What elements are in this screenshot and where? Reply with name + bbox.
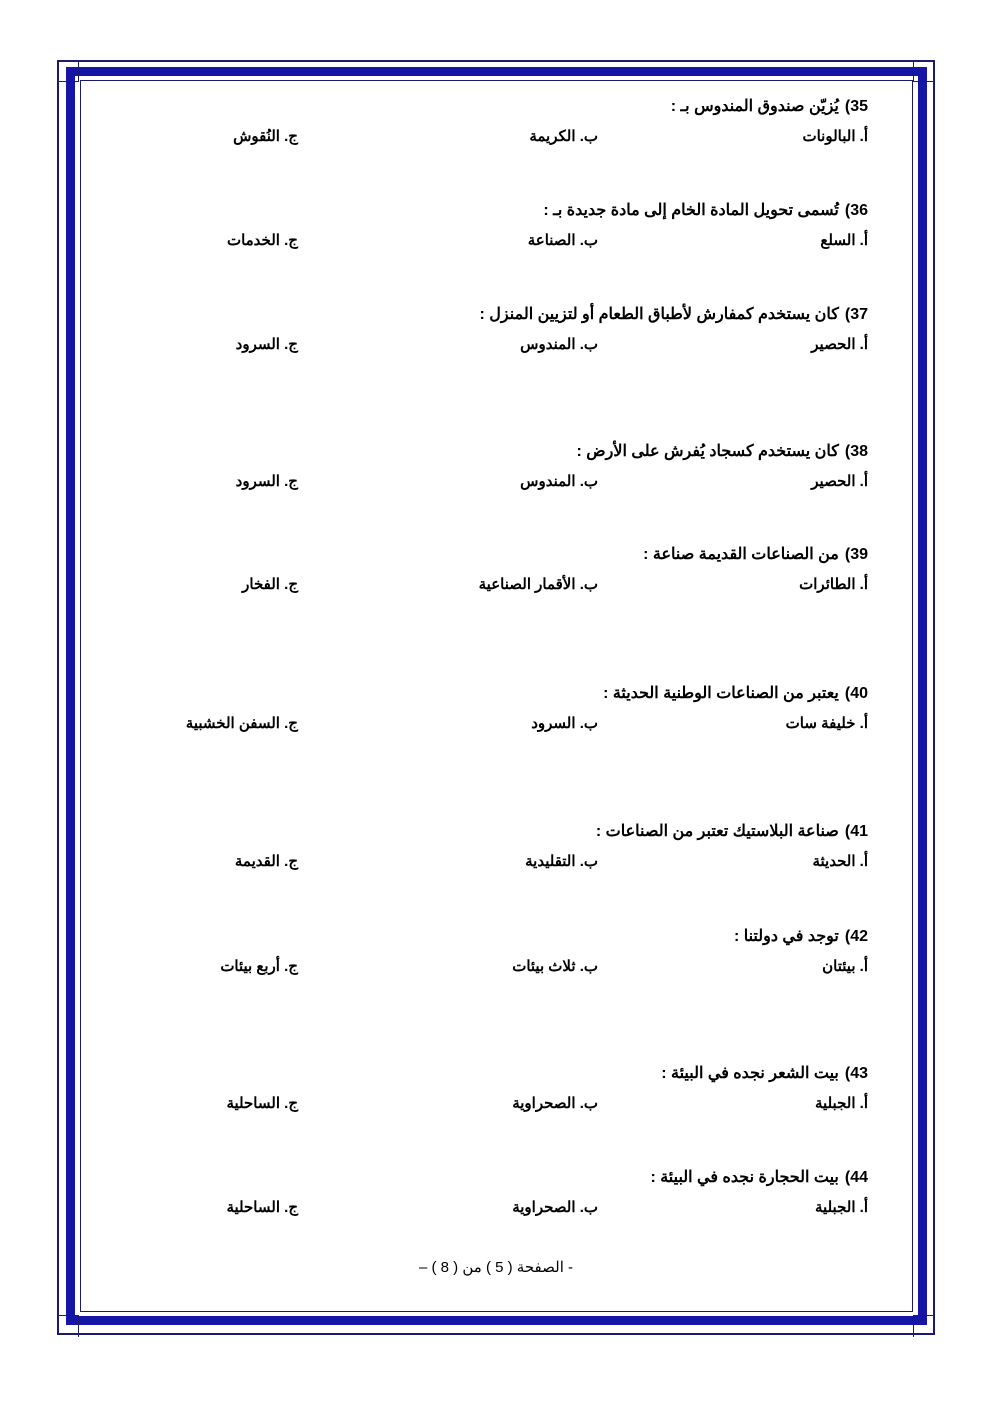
option-a: أ. الجبلية	[815, 1095, 868, 1112]
option-c: ج. أربع بيئات	[220, 958, 298, 975]
question-stem	[643, 544, 868, 564]
question-text: من الصناعات القديمة صناعة :	[643, 546, 839, 563]
option-a: أ. بيئتان	[822, 958, 868, 975]
option-b: ب. الكريمة	[529, 128, 598, 145]
question-stem	[577, 441, 869, 461]
question-35	[0, 96, 992, 156]
option-b: ب. الأقمار الصناعية	[478, 576, 598, 593]
option-c: ج. الساحلية	[226, 1199, 298, 1216]
question-text: توجد في دولتنا :	[733, 928, 839, 945]
question-text: كان يستخدم كسجاد يُفرش على الأرض :	[576, 443, 839, 460]
question-stem	[661, 1063, 868, 1083]
option-b: ب. الصحراوية	[512, 1095, 598, 1112]
option-a: أ. الحديثة	[812, 853, 868, 870]
option-a: أ. الطائرات	[799, 576, 868, 593]
option-b: ب. الصناعة	[527, 232, 598, 249]
option-c: ج. الساحلية	[226, 1095, 298, 1112]
option-b: ب. التقليدية	[525, 853, 598, 870]
question-number: 37)	[844, 306, 868, 323]
option-c: ج. السفن الخشبية	[185, 715, 298, 732]
option-a: أ. الحصير	[811, 336, 868, 353]
question-stem	[650, 1167, 868, 1187]
option-a: أ. الجبلية	[815, 1199, 868, 1216]
option-b: ب. السرود	[531, 715, 598, 732]
question-number: 40)	[844, 685, 868, 702]
option-b: ب. الصحراوية	[512, 1199, 598, 1216]
question-43	[0, 1063, 992, 1123]
question-39	[0, 544, 992, 604]
question-37	[0, 304, 992, 364]
question-number: 41)	[844, 823, 868, 840]
option-b: ب. المندوس	[520, 473, 598, 490]
border-corner-ornament	[57, 1315, 79, 1337]
question-stem	[671, 96, 868, 116]
question-number: 35)	[844, 98, 868, 115]
question-stem	[603, 683, 868, 703]
border-corner-ornament	[913, 60, 935, 82]
question-stem	[543, 200, 868, 220]
question-44	[0, 1167, 992, 1227]
option-c: ج. القديمة	[234, 853, 298, 870]
question-36	[0, 200, 992, 260]
question-41	[0, 821, 992, 881]
question-number: 39)	[844, 546, 868, 563]
border-corner-ornament	[913, 1315, 935, 1337]
option-a: أ. البالونات	[802, 128, 868, 145]
question-40	[0, 683, 992, 743]
question-text: بيت الحجارة نجده في البيئة :	[650, 1169, 839, 1186]
question-text: يعتبر من الصناعات الوطنية الحديثة :	[603, 685, 839, 702]
question-number: 38)	[844, 443, 868, 460]
question-text: صناعة البلاستيك تعتبر من الصناعات :	[595, 823, 839, 840]
border-corner-ornament	[57, 60, 79, 82]
option-c: ج. السرود	[235, 473, 298, 490]
option-c: ج. النُقوش	[233, 128, 298, 145]
question-stem	[734, 926, 868, 946]
option-c: ج. الخدمات	[226, 232, 298, 249]
question-text: تُسمى تحويل المادة الخام إلى مادة جديدة بـ :	[543, 202, 839, 219]
question-text: يُزيّن صندوق المندوس بـ :	[670, 98, 839, 115]
question-42	[0, 926, 992, 986]
question-number: 36)	[844, 202, 868, 219]
option-c: ج. الفخار	[242, 576, 298, 593]
question-number: 42)	[844, 928, 868, 945]
option-b: ب. ثلاث بيئات	[512, 958, 598, 975]
question-number: 44)	[844, 1169, 868, 1186]
question-text: كان يستخدم كمفارش لأطباق الطعام أو لتزيين المنزل :	[479, 306, 839, 323]
page-number-footer: - الصفحة ( 5 ) من ( 8 ) –	[418, 1259, 574, 1276]
option-a: أ. خليفة سات	[785, 715, 868, 732]
question-stem	[596, 821, 868, 841]
option-a: أ. السلع	[820, 232, 868, 249]
question-38	[0, 441, 992, 501]
question-stem	[480, 304, 868, 324]
option-b: ب. المندوس	[520, 336, 598, 353]
option-c: ج. السرود	[235, 336, 298, 353]
question-number: 43)	[844, 1065, 868, 1082]
option-a: أ. الحصير	[811, 473, 868, 490]
question-text: بيت الشعر نجده في البيئة :	[661, 1065, 839, 1082]
